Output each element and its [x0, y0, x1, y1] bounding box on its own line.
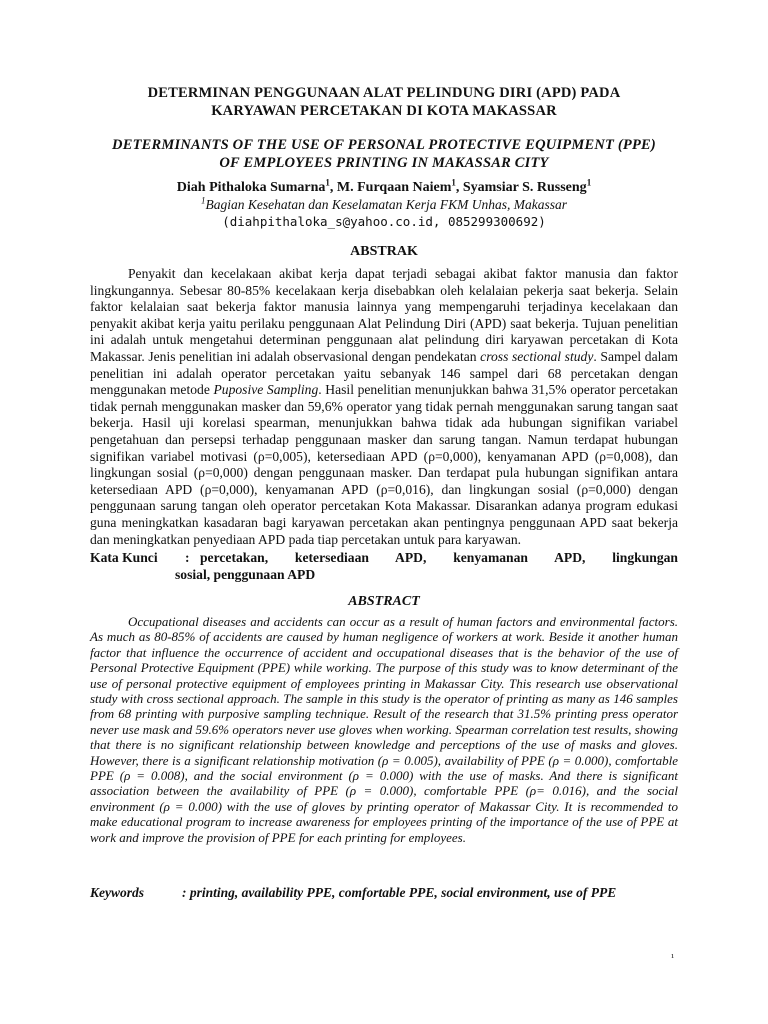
- affiliation-mark: 1: [201, 195, 206, 206]
- abstract-body: [90, 614, 678, 845]
- abstrak-text-1: Penyakit dan kecelakaan akibat kerja dapat terjadi sebagai akibat faktor manusia dan faktor lingkungannya. Sebesar 80-85% kecelakaan kerja disebabkan oleh kelalaian pekerja saat bekerja. Selain faktor kelalaian saat bekerja faktor manusia lainnya yang mempengaruhi terjadinya kecelakaan dan penyakit akibat kerja yaitu perilaku penggunaan Alat Pelindung Diri (APD) saat bekerja. Tujuan penelitian ini adalah untuk mengetahui determinan penggunaan alat pelindung diri karyawan percetakan di Kota Makassar. Jenis penelitian ini adalah observasional dengan pendekatan: [90, 266, 678, 364]
- kata-kunci-line-1: percetakan, ketersediaan APD, kenyamanan APD, lingkungan: [200, 550, 678, 565]
- title-english-line-2: OF EMPLOYEES PRINTING IN MAKASSAR CITY: [219, 155, 549, 171]
- keywords-label: Keywords: [90, 885, 144, 900]
- page-mark: ¹: [671, 952, 675, 964]
- abstrak-text-3: . Hasil penelitian menunjukkan bahwa 31,5% operator percetakan tidak pernah menggunakan masker dan 59,6% operator yang tidak pernah menggunakan sarung tangan saat bekerja. Hasil uji korelasi spearman, menunjukkan bahwa tidak ada hubungan signifikan variabel pengetahuan dan persepsi terhadap penggunaan masker dan sarung tangan. Namun terdapat hubungan signifikan variabel motivasi (ρ=0,005), ketersediaan APD (ρ=0,000), kenyamanan APD (ρ=0,008), dan lingkungan sosial (ρ=0,000) dengan penggunaan masker. Dan terdapat pula hubungan signifikan antara ketersediaan APD (ρ=0,000), kenyamanan APD (ρ=0,016), dan lingkungan sosial (ρ=0,000) dengan penggunaan sarung tangan oleh operator percetakan Kota Makassar. Disarankan adanya program edukasi guna meningkatkan kasadaran bagi karyawan percetakan akan pentingnya penggunaan APD saat bekerja dan meningkatkan penyediaan APD pada tiap percetakan untuk para karyawan.: [90, 382, 678, 547]
- kata-kunci: [90, 549, 678, 583]
- author-name: M. Furqaan Naiem: [336, 180, 452, 195]
- author-affiliation-mark: 1: [451, 177, 456, 188]
- title-indonesian: [90, 84, 678, 120]
- abstrak-text-2: . Sampel dalam penelitian ini adalah operator percetakan yaitu sebanyak 146 sampel dari 68 percetakan dengan menggunakan metode: [90, 348, 678, 398]
- kata-kunci-label: Kata Kunci: [90, 550, 158, 565]
- affiliation-text: Bagian Kesehatan dan Keselamatan Kerja FKM Unhas, Makassar: [205, 197, 567, 212]
- abstrak-italic-2: Puposive Sampling: [213, 382, 319, 398]
- abstract-text: Occupational diseases and accidents can occur as a result of human factors and environmental factors. As much as 80-85% of accidents are caused by human negligence of workers at work. Beside it another human factor that influence the occurrence of accident and occupational diseases that is the behavior of the use of Personal Protective Equipment (PPE) while working. The purpose of this study was to know determinant of the use of personal protective equipment of employees printing in Makassar City. This research use observational study with cross sectional approach. The sample in this study is the operator of printing as many as 146 samples from 68 printing with purposive sampling technique. Result of the research that 31.5% printing press operator never use mask and 59.6% operators never use gloves when working. Spearman correlation test results, showing that there is no significant relationship between knowledge and perceptions of the use of masks and gloves. However, there is a significant relationship motivation (ρ = 0.005), availability of PPE (ρ = 0.000), comfortable PPE (ρ = 0.008), and the social environment (ρ = 0.000) with the use of masks. And there is significant association between the availability of PPE (ρ = 0.000), comfortable PPE (ρ= 0.016), and the social environment (ρ = 0.000) with the use of gloves by printing operator of Makassar City. It is recommended to make educational program to increase awareness for employees printing of the importance of the use of PPE at work and improve the provision of PPE for each printing for employees.: [90, 614, 678, 845]
- author-name: Diah Pithaloka Sumarna: [176, 180, 326, 195]
- abstrak-italic-1: cross sectional study: [480, 348, 594, 364]
- affiliation: [90, 197, 678, 213]
- title-indonesian-line-2: KARYAWAN PERCETAKAN DI KOTA MAKASSAR: [211, 103, 557, 119]
- abstrak-body: [90, 266, 678, 548]
- author-list: Diah Pithaloka Sumarna$^1$, M. Furqaan Naiem$^1$, Syamsiar S. Russeng$^1$: [176, 177, 592, 195]
- keywords-value: : printing, availability PPE, comfortable PPE, social environment, use of PPE: [182, 885, 617, 900]
- author-affiliation-mark: 1: [325, 177, 330, 188]
- abstract-heading: ABSTRACT: [348, 594, 420, 609]
- title-english-line-1: DETERMINANTS OF THE USE OF PERSONAL PROTECTIVE EQUIPMENT (PPE): [112, 137, 656, 153]
- abstrak-heading: ABSTRAK: [350, 244, 418, 259]
- kata-kunci-colon: :: [185, 550, 190, 565]
- title-indonesian-line-1: DETERMINAN PENGGUNAAN ALAT PELINDUNG DIRI (APD) PADA: [147, 85, 621, 101]
- kata-kunci-line-2: sosial, penggunaan APD: [175, 567, 316, 582]
- contact-info: (diahpithaloka_s@yahoo.co.id, 085299300692): [222, 214, 546, 229]
- author-name: Syamsiar S. Russeng: [462, 180, 587, 195]
- title-english: [90, 136, 678, 172]
- author-affiliation-mark: 1: [586, 177, 592, 188]
